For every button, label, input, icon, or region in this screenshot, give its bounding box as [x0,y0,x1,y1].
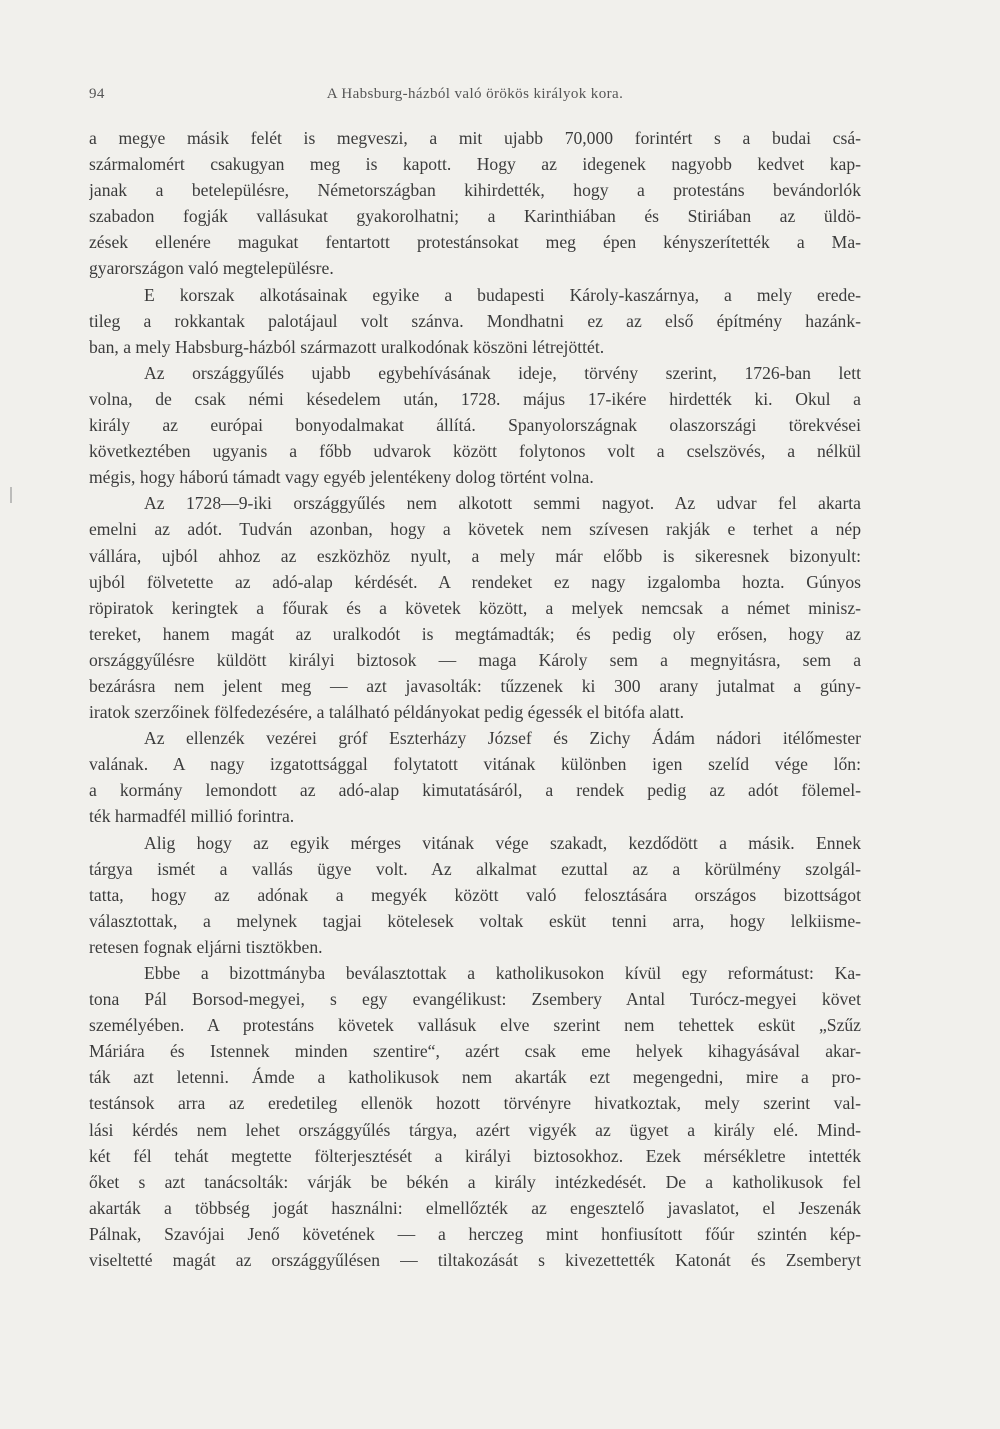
text-line: tona Pál Borsod-megyei, s egy evangélikust: Zsembery Antal Turócz-megyei követ [89,989,861,1010]
text-line: ták azt letenni. Ámde a katholikusok nem akarták ezt megengedni, mire a pro- [89,1067,861,1088]
text-line: gyarországon való megtelepülésre. [89,258,334,279]
paragraph-first-line: Alig hogy az egyik mérges vitának vége szakadt, kezdődött a másik. Ennek [144,832,861,853]
text-line: akarták a többség jogát használni: elmellőzték az engesztelő javaslatot, el Jeszenák [89,1197,861,1218]
running-head [89,86,861,110]
text-line: testánsok arra az eredetileg ellenök hozott törvényre hivatkoztak, mely szerint val- [89,1093,861,1114]
text-line: viseltetté magát az országgyűlésen — tiltakozását s kivezettették Katonát és Zsemberyt [89,1250,861,1271]
text-line: a megye másik felét is megveszi, a mit ujabb 70,000 forintért s a budai csá- [89,128,861,148]
paragraph-first-line: Az 1728—9-iki országgyűlés nem alkotott semmi nagyot. Az udvar fel akarta [144,493,861,514]
text-line: választottak, a melynek tagjai kötelesek voltak esküt tenni arra, hogy lelkiisme- [89,910,861,931]
text-line: volna, de csak némi késedelem után, 1728. május 17-ikére hirdették ki. Okul a [89,388,861,409]
text-line: röpiratok keringtek a főurak és a követek között, a melyek nemcsak a német minisz- [89,597,861,618]
text-line: király az európai bonyodalmakat állítá. Spanyolországnak olaszországi törekvései [89,415,861,436]
page-number: 94 [89,86,105,102]
text-line: a kormány lemondott az adó-alap kimutatásáról, a rendek pedig az adót fölemel- [89,780,861,801]
text-line: iratok szerzőinek fölfedezésére, a található példányokat pedig égessék el bitófa alatt. [89,702,684,723]
text-line: mégis, hogy háború támadt vagy egyéb jelentékeny dolog történt volna. [89,467,594,488]
paragraph-first-line: Az országgyűlés ujabb egybehívásának ideje, törvény szerint, 1726-ban lett [144,362,861,383]
text-line: zések ellenére magukat fentartott protestánsokat meg épen kényszerítették a Ma- [89,232,861,253]
text-line: ujból fölvetette az adó-alap kérdését. A rendeket ez nagy izgalomba hozta. Gúnyos [89,571,861,592]
paragraph-first-line: E korszak alkotásainak egyike a budapesti Károly-kaszárnya, a mely erede- [144,284,861,305]
text-line: Pálnak, Szavójai Jenő követének — a herczeg mint honfiusított főúr szintén kép- [89,1223,861,1244]
text-line: szármalomért csakugyan meg is kapott. Hogy az idegenek nagyobb kedvet kap- [89,154,861,175]
text-line: ték harmadfél millió forintra. [89,806,295,827]
text-line: tárgya ismét a vallás ügye volt. Az alkalmat ezuttal az a körülmény szolgál- [89,858,861,879]
text-line: valának. A nagy izgatottsággal folytatott vitának különben igen szelíd vége lőn: [89,754,861,775]
text-line: lási kérdés nem lehet országgyűlés tárgya, azért vigyék az ügyet a király elé. Mind- [89,1119,861,1140]
text-line: janak a betelepülésre, Németországban kihirdették, hogy a protestáns bevándorlók [89,180,861,201]
text-line: országgyűlésre küldött királyi biztosok — maga Károly sem a megnyitásra, sem a [89,649,861,670]
text-line: két fél tehát megtette fölterjesztését a királyi biztosokhoz. Ezek mérsékletre intették [89,1145,861,1166]
text-line: Máriára és Istennek minden szentire“, azért csak eme helyek kihagyásával akar- [89,1041,861,1062]
text-line: vállára, ujból ahhoz az eszközhöz nyult, a mely már előbb is sikeresnek bizonyult: [89,545,861,566]
body-text [89,125,861,1273]
margin-mark [10,487,12,503]
text-line: következtében ugyanis a főbb udvarok között folytonos volt a cselszövés, a nélkül [89,441,861,462]
text-line: emelni az adót. Tudván azonban, hogy a követek nem szívesen rakják e terhet a nép [89,519,861,540]
text-line: tereket, hanem magát az uralkodót is megtámadták; és pedig oly erősen, hogy az [89,623,861,644]
text-line: tatta, hogy az adónak a megyék között való felosztására országos bizottságot [89,884,861,905]
text-line: retesen fognak eljárni tisztökben. [89,936,323,957]
text-line: őket s azt tanácsolták: várják be békén a király intézkedését. De a katholikusok fel [89,1171,861,1192]
text-line: ban, a mely Habsburg-házból származott uralkodónak köszöni létrejöttét. [89,336,605,357]
paragraph-first-line: Az ellenzék vezérei gróf Eszterházy József és Zichy Ádám nádori itélőmester [144,728,861,749]
text-line: bezárásra nem jelent meg — azt javasolták: tűzzenek ki 300 arany jutalmat a gúny- [89,675,861,696]
text-line: személyében. A protestáns követek vallásuk elve szerint nem tehettek esküt „Szűz [89,1015,861,1036]
text-line: tileg a rokkantak palotájaul volt szánva. Mondhatni ez az első építmény hazánk- [89,310,861,331]
text-line: szabadon fogják vallásukat gyakorolhatni; a Karinthiában és Stiriában az üldö- [89,206,861,227]
running-title: A Habsburg-házból való örökös királyok kora. [326,86,624,102]
paragraph-first-line: Ebbe a bizottmányba beválasztottak a katholikusokon kívül egy reformátust: Ka- [144,963,861,983]
